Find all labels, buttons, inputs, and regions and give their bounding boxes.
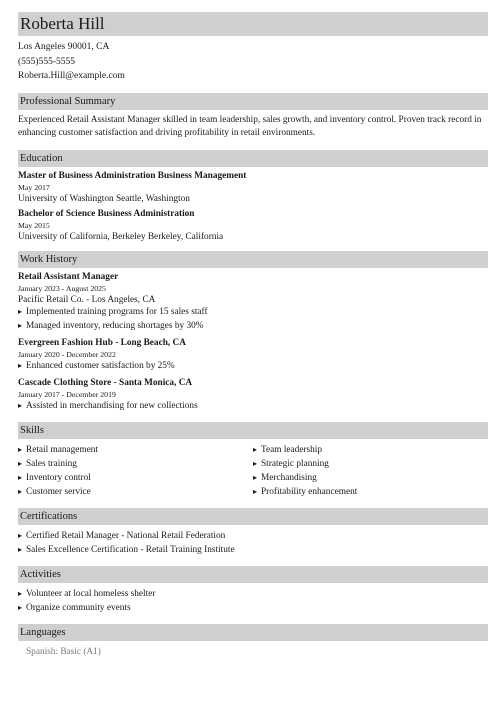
list-item: ▸ Sales Excellence Certification - Retail Training Institute bbox=[18, 544, 235, 555]
job-bullets bbox=[18, 399, 488, 413]
job-title: Cascade Clothing Store - Santa Monica, CA bbox=[18, 377, 193, 388]
list-item: ▸ Implemented training programs for 15 sales staff bbox=[18, 306, 208, 317]
job-entry bbox=[18, 378, 488, 413]
bullet-icon: ▸ bbox=[18, 530, 23, 540]
list-item: ▸ Organize community events bbox=[18, 602, 131, 613]
bullet-icon: ▸ bbox=[18, 360, 23, 370]
list-item: ▸ Managed inventory, reducing shortages by 30% bbox=[18, 320, 204, 331]
contact-phone: (555)555-5555 bbox=[18, 56, 75, 67]
job-entry bbox=[18, 272, 488, 333]
bullet-icon: ▸ bbox=[18, 320, 23, 330]
bullet-icon: ▸ bbox=[18, 588, 23, 598]
job-bullets bbox=[18, 359, 488, 373]
bullet-icon: ▸ bbox=[18, 544, 23, 554]
summary-text: Experienced Retail Assistant Manager skilled in team leadership, sales growth, and inventory control. Proven track record in enhancing customer satisfaction and driving profitability in retail environments. bbox=[18, 114, 482, 138]
bullet-icon: ▸ bbox=[18, 458, 23, 468]
bullet-icon: ▸ bbox=[253, 472, 258, 482]
degree-title: Master of Business Administration Business Management bbox=[18, 170, 247, 181]
job-date: January 2017 - December 2019 bbox=[18, 389, 116, 399]
list-item: ▸ Enhanced customer satisfaction by 25% bbox=[18, 360, 175, 371]
language-item-cut-off: Spanish: Basic (A1) bbox=[26, 646, 101, 657]
job-date: January 2023 - August 2025 bbox=[18, 283, 106, 293]
education-entry bbox=[18, 209, 488, 242]
bullet-icon: ▸ bbox=[18, 472, 23, 482]
education-entry bbox=[18, 171, 488, 204]
bullet-icon: ▸ bbox=[18, 306, 23, 316]
skill-item: ▸ Team leadership bbox=[253, 444, 323, 455]
bullet-icon: ▸ bbox=[253, 444, 258, 454]
job-title: Evergreen Fashion Hub - Long Beach, CA bbox=[18, 337, 186, 348]
section-heading-languages: Languages bbox=[18, 624, 488, 641]
degree-date: May 2017 bbox=[18, 182, 50, 192]
bullet-icon: ▸ bbox=[18, 486, 23, 496]
job-bullets bbox=[18, 305, 488, 333]
job-entry bbox=[18, 338, 488, 373]
certifications-list bbox=[18, 529, 488, 557]
candidate-name: Roberta Hill bbox=[20, 14, 105, 33]
bullet-icon: ▸ bbox=[18, 602, 23, 612]
degree-date: May 2015 bbox=[18, 220, 50, 230]
section-heading-education: Education bbox=[18, 150, 488, 167]
skill-item: ▸ Profitability enhancement bbox=[253, 486, 358, 497]
bullet-icon: ▸ bbox=[18, 400, 23, 410]
resume-page bbox=[18, 12, 488, 657]
skills-grid bbox=[18, 443, 488, 499]
school-name: University of Washington Seattle, Washington bbox=[18, 193, 190, 204]
list-item: ▸ Volunteer at local homeless shelter bbox=[18, 588, 156, 599]
contact-address: Los Angeles 90001, CA bbox=[18, 42, 110, 52]
name-header bbox=[18, 12, 488, 36]
section-heading-skills: Skills bbox=[18, 422, 488, 439]
list-item: ▸ Assisted in merchandising for new collections bbox=[18, 400, 198, 411]
section-heading-certifications: Certifications bbox=[18, 508, 488, 525]
school-name: University of California, Berkeley Berkeley, California bbox=[18, 231, 224, 242]
bullet-icon: ▸ bbox=[253, 486, 258, 496]
skill-item: ▸ Retail management bbox=[18, 444, 99, 455]
degree-title: Bachelor of Science Business Administration bbox=[18, 208, 195, 219]
skill-item: ▸ Strategic planning bbox=[253, 458, 329, 469]
bullet-icon: ▸ bbox=[18, 444, 23, 454]
section-heading-activities: Activities bbox=[18, 566, 488, 583]
skill-item: ▸ Customer service bbox=[18, 486, 91, 497]
job-company: Pacific Retail Co. - Los Angeles, CA bbox=[18, 294, 156, 305]
skill-item: ▸ Sales training bbox=[18, 458, 77, 469]
skill-item: ▸ Merchandising bbox=[253, 472, 317, 483]
bullet-icon: ▸ bbox=[253, 458, 258, 468]
skills-column-right bbox=[253, 443, 488, 499]
contact-email: Roberta.Hill@example.com bbox=[18, 71, 125, 81]
list-item: ▸ Certified Retail Manager - National Retail Federation bbox=[18, 530, 226, 541]
section-heading-work: Work History bbox=[18, 251, 488, 268]
section-heading-summary: Professional Summary bbox=[18, 93, 488, 110]
skill-item: ▸ Inventory control bbox=[18, 472, 91, 483]
job-date: January 2020 - December 2022 bbox=[18, 349, 116, 359]
skills-column-left bbox=[18, 443, 253, 499]
contact-block bbox=[18, 40, 488, 84]
job-title: Retail Assistant Manager bbox=[18, 271, 119, 282]
activities-list bbox=[18, 587, 488, 615]
